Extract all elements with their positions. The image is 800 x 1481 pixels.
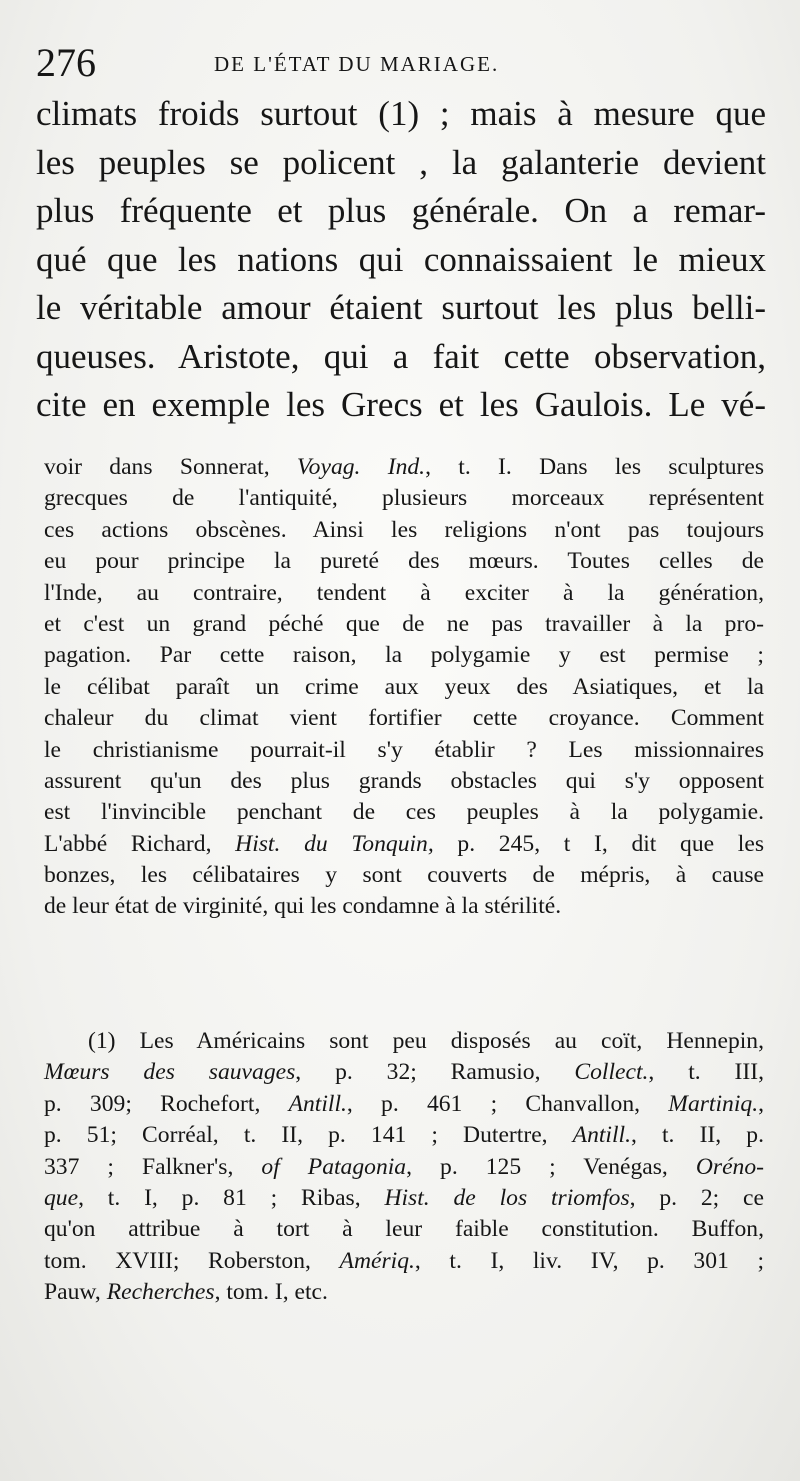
footnote-line — [44, 1277, 764, 1308]
text-run: ces actions obscènes. Ainsi les religions n'ont pas toujours — [44, 516, 764, 543]
footnote-line — [44, 1214, 764, 1245]
footnote-line — [44, 797, 764, 828]
text-run: et c'est un grand péché que de ne pas travailler à la pro- — [44, 610, 764, 637]
text-run: Pauw, — [44, 1279, 107, 1306]
text-run: , p. 2; ce — [629, 1184, 764, 1211]
footnote-line — [44, 1183, 764, 1214]
text-run: , p. 461 ; Chanvallon, — [346, 1090, 669, 1117]
text-run: p. 51; Corréal, t. II, p. 141 ; Dutertre, — [44, 1122, 573, 1149]
italic-run: Recherches — [106, 1279, 215, 1306]
text-run: grecques de l'antiquité, plusieurs morceaux représentent — [44, 485, 764, 512]
footnote-line — [44, 609, 764, 640]
footnote-line — [44, 829, 764, 860]
footnote-line — [44, 452, 764, 483]
running-title: DE L'ÉTAT DU MARIAGE. — [214, 52, 500, 76]
text-run: bonzes, les célibataires y sont couverts de mépris, à cause — [44, 862, 764, 889]
footnote-line — [44, 891, 764, 922]
footnote-line — [44, 672, 764, 703]
text-run: de leur état de virginité, qui les condamne à la stérilité. — [44, 893, 562, 920]
text-run: , p. 32; Ramusio, — [295, 1059, 575, 1086]
footnote-line — [44, 1152, 764, 1183]
footnote-line — [44, 1089, 764, 1120]
text-run: , t. III, — [648, 1059, 764, 1086]
text-run: pagation. Par cette raison, la polygamie y est permise ; — [44, 642, 764, 669]
footnote-line — [44, 1057, 764, 1088]
italic-run: Amériq. — [339, 1247, 415, 1274]
main-text-line: plus fréquente et plus générale. On a remar- — [36, 191, 766, 230]
footnote-line — [44, 860, 764, 891]
main-text — [36, 90, 766, 430]
italic-run: Collect. — [574, 1059, 649, 1086]
text-run: , t. II, p. — [631, 1122, 764, 1149]
footnote-line — [44, 578, 764, 609]
text-run: le célibat paraît un crime aux yeux des Asiatiques, et la — [44, 673, 764, 700]
italic-run: que — [44, 1184, 79, 1211]
text-run: , tom. I, etc. — [214, 1279, 328, 1306]
text-run: eu pour principe la pureté des mœurs. Toutes celles de — [44, 548, 764, 575]
text-run: le christianisme pourrait-il s'y établir ? Les missionnaires — [44, 736, 764, 763]
text-run: , p. 125 ; Venégas, — [406, 1153, 696, 1180]
main-text-line: queuses. Aristote, qui a fait cette observation, — [36, 336, 766, 376]
italic-run: Antill. — [288, 1090, 347, 1117]
text-run: , t. I, liv. IV, p. 301 ; — [414, 1247, 764, 1274]
footnote-line — [44, 1026, 764, 1057]
text-run: assurent qu'un des plus grands obstacles qui s'y opposent — [44, 767, 764, 794]
italic-run: Hist. du Tonquin, — [235, 830, 434, 857]
text-run: l'Inde, au contraire, tendent à exciter à la génération, — [44, 579, 764, 606]
text-run: , t. I. Dans les sculptures — [425, 454, 765, 480]
italic-run: of Patagonia — [261, 1153, 407, 1180]
footnote-line — [44, 483, 764, 514]
text-run: p. 245, t I, dit que les — [433, 830, 765, 857]
text-run: , — [758, 1090, 764, 1117]
footnote-line — [44, 703, 764, 734]
footnote-line — [44, 1246, 764, 1277]
footnote-line — [44, 735, 764, 766]
footnote-continued — [44, 452, 764, 923]
main-text-line: cite en exemple les Grecs et les Gaulois. Le vé- — [36, 385, 766, 424]
italic-run: Oréno- — [695, 1153, 765, 1180]
text-run: voir dans Sonnerat, — [44, 454, 297, 480]
main-text-line: les peuples se policent , la galanterie devient — [36, 142, 766, 182]
footnote-line — [44, 515, 764, 546]
text-run: L'abbé Richard, — [44, 830, 236, 857]
footnote-line — [44, 546, 764, 577]
text-run: (1) Les Américains sont peu disposés au coït, Hennepin, — [88, 1028, 764, 1054]
text-run: , t. I, p. 81 ; Ribas, — [78, 1184, 385, 1211]
text-run: qu'on attribue à tort à leur faible constitution. Buffon, — [44, 1216, 764, 1243]
page-number: 276 — [36, 40, 96, 85]
text-run: p. 309; Rochefort, — [44, 1090, 289, 1117]
italic-run: Voyag. Ind. — [296, 454, 426, 480]
main-text-line: qué que les nations qui connaissaient le mieux — [36, 239, 766, 279]
footnote-line — [44, 640, 764, 671]
text-run: chaleur du climat vient fortifier cette croyance. Comment — [44, 705, 764, 732]
running-head — [36, 38, 756, 88]
italic-run: Hist. de los triomfos — [384, 1184, 630, 1211]
main-text-line: le véritable amour étaient surtout les plus belli- — [36, 288, 766, 327]
main-text-line: climats froids surtout (1) ; mais à mesure que — [36, 94, 766, 133]
italic-run: Antill. — [572, 1122, 631, 1149]
italic-run: Martiniq. — [668, 1090, 759, 1117]
text-run: 337 ; Falkner's, — [44, 1153, 262, 1180]
text-run: tom. XVIII; Roberston, — [44, 1247, 340, 1274]
footnote-1 — [44, 1026, 764, 1309]
text-run: est l'invincible penchant de ces peuples à la polygamie. — [44, 799, 764, 826]
footnote-line — [44, 1120, 764, 1151]
footnote-line — [44, 766, 764, 797]
italic-run: Mœurs des sauvages — [44, 1059, 296, 1086]
